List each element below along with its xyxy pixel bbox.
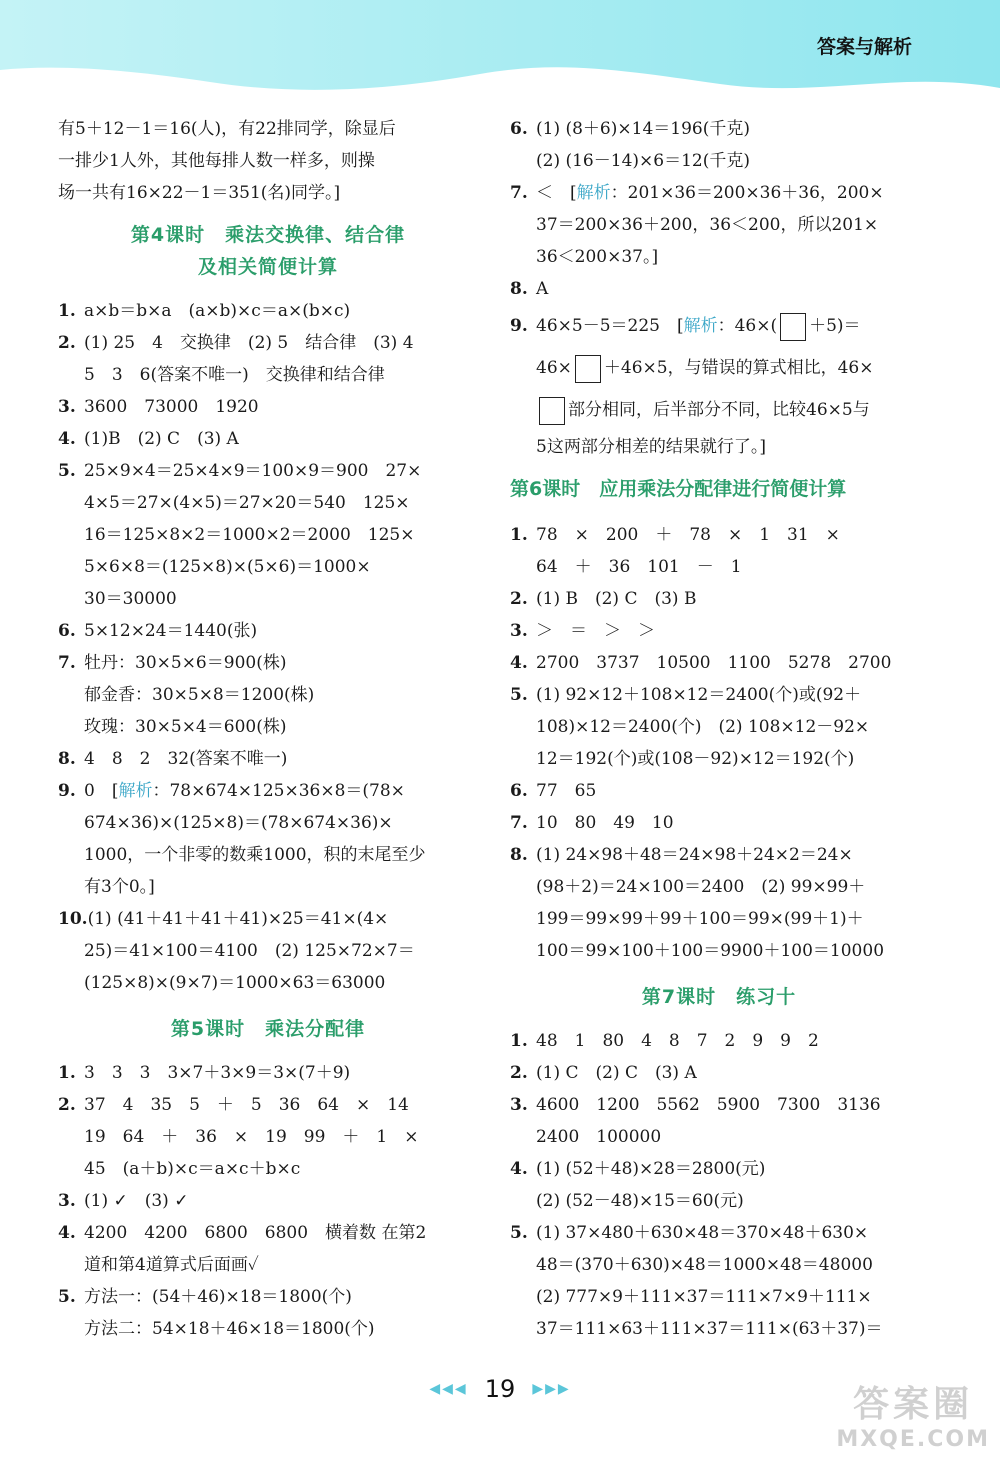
answer-line: 玫瑰：30×5×4＝600(株) xyxy=(84,717,287,737)
blank-box xyxy=(539,397,565,425)
answer-line: 5 3 6(答案不唯一) 交换律和结合律 xyxy=(84,365,385,385)
answer-line xyxy=(58,775,478,807)
answer-text: 2700 3737 10500 1100 5278 2700 xyxy=(536,653,892,673)
question-number: 3. xyxy=(58,397,76,417)
answer-text: 部分相同，后半部分不同，比较46×5与 xyxy=(568,400,870,420)
answer-text: 10 80 49 10 xyxy=(536,813,674,833)
answer-line xyxy=(58,327,478,359)
answer-line xyxy=(58,647,478,679)
answer-line: 37＝200×36＋200，36＜200，所以201× xyxy=(536,215,879,235)
answer-line: 郁金香：30×5×8＝1200(株) xyxy=(84,685,315,705)
answer-text: 46× xyxy=(536,358,572,378)
answer-line xyxy=(510,615,928,647)
answer-line xyxy=(510,347,928,389)
question-number: 2. xyxy=(510,589,528,609)
question-number: 5. xyxy=(58,1287,76,1307)
answer-line xyxy=(510,519,928,551)
answer-line xyxy=(510,1089,928,1121)
answer-text: (1) 37×480＋630×48＝370×48＋630× xyxy=(536,1223,869,1243)
answer-line: 108)×12＝2400(个) (2) 108×12－92× xyxy=(536,717,870,737)
answer-line: (125×8)×(9×7)＝1000×63＝63000 xyxy=(84,973,386,993)
analysis-label: 解析 xyxy=(576,183,611,203)
answer-text: 牡丹：30×5×6＝900(株) xyxy=(84,653,287,673)
answer-line xyxy=(510,273,928,305)
answer-line: 4×5＝27×(4×5)＝27×20＝540 125× xyxy=(84,493,410,513)
answer-line: 48＝(370＋630)×48＝1000×48＝48000 xyxy=(536,1255,873,1275)
question-number: 8. xyxy=(510,279,528,299)
answer-line xyxy=(510,389,928,431)
answer-text: ：46×( xyxy=(717,316,778,336)
answer-line xyxy=(58,615,478,647)
answer-line: 16＝125×8×2＝1000×2＝2000 125× xyxy=(84,525,415,545)
question-number: 1. xyxy=(510,1031,528,1051)
question-number: 8. xyxy=(510,845,528,865)
answer-text: (1)B (2) C (3) A xyxy=(84,429,239,449)
left-column xyxy=(58,113,478,1345)
question-number: 9. xyxy=(58,781,76,801)
answer-text: (1) ✓ (3) ✓ xyxy=(84,1191,189,1211)
answer-line: (98＋2)＝24×100＝2400 (2) 99×99＋ xyxy=(536,877,866,897)
question-number: 1. xyxy=(58,1063,76,1083)
answer-text: 77 65 xyxy=(536,781,597,801)
answer-text: A xyxy=(536,279,549,299)
text-line: 一排少1人外，其他每排人数一样多，则操 xyxy=(58,151,375,171)
question-number: 2. xyxy=(58,333,76,353)
answer-text: (1) B (2) C (3) B xyxy=(536,589,697,609)
prev-arrows-icon: ◀◀◀ xyxy=(429,1381,468,1397)
answer-line: 30＝30000 xyxy=(84,589,177,609)
answer-line xyxy=(58,295,478,327)
answer-text: ：201×36＝200×36＋36，200× xyxy=(610,183,884,203)
analysis-label: 解析 xyxy=(683,316,718,336)
watermark-logo xyxy=(836,1376,990,1452)
answer-text: 4 8 2 32(答案不唯一) xyxy=(84,749,288,769)
answer-line: (2) (52－48)×15＝60(元) xyxy=(536,1191,744,1211)
answer-text: (1) 24×98＋48＝24×98＋24×2＝24× xyxy=(536,845,853,865)
answer-text: (1) (8＋6)×14＝196(千克) xyxy=(536,119,750,139)
question-number: 3. xyxy=(510,1095,528,1115)
answer-line xyxy=(510,807,928,839)
answer-line xyxy=(510,177,928,209)
answer-line xyxy=(58,1057,478,1089)
next-arrows-icon: ▶▶▶ xyxy=(532,1381,571,1397)
analysis-label: 解析 xyxy=(118,781,153,801)
question-number: 1. xyxy=(58,301,76,321)
answer-line xyxy=(510,305,928,347)
question-number: 6. xyxy=(510,119,528,139)
answer-text: 48 1 80 4 8 7 2 9 9 2 xyxy=(536,1031,819,1051)
question-number: 5. xyxy=(510,1223,528,1243)
answer-text: a×b＝b×a (a×b)×c＝a×(b×c) xyxy=(84,301,351,321)
answer-line xyxy=(58,423,478,455)
answer-text: (1) 25 4 交换律 (2) 5 结合律 (3) 4 xyxy=(84,333,414,353)
answer-text: 37 4 35 5 ＋ 5 36 64 × 14 xyxy=(84,1095,409,1115)
question-number: 1. xyxy=(510,525,528,545)
answer-line: 道和第4道算式后面画✓ xyxy=(84,1255,259,1275)
text-line: 场一共有16×22－1＝351(名)同学。] xyxy=(58,183,341,203)
question-number: 7. xyxy=(510,813,528,833)
answer-text: 3600 73000 1920 xyxy=(84,397,259,417)
answer-text: 4600 1200 5562 5900 7300 3136 xyxy=(536,1095,881,1115)
question-number: 7. xyxy=(58,653,76,673)
answer-text: ：78×674×125×36×8＝(78× xyxy=(152,781,405,801)
answer-line xyxy=(58,1089,478,1121)
answer-text: 0 [ xyxy=(84,781,119,801)
answer-line: 37＝111×63＋111×37＝111×(63＋37)＝ xyxy=(536,1319,883,1339)
text-line: 有5＋12－1＝16(人)，有22排同学，除显后 xyxy=(58,119,396,139)
answer-line xyxy=(510,1217,928,1249)
answer-line: 12＝192(个)或(108－92)×12＝192(个) xyxy=(536,749,855,769)
section-heading: 第4课时 乘法交换律、结合律 xyxy=(130,224,406,246)
question-number: 6. xyxy=(510,781,528,801)
question-number: 6. xyxy=(58,621,76,641)
answer-line: 2400 100000 xyxy=(536,1127,662,1147)
watermark-url: MXQE.COM xyxy=(836,1427,990,1452)
question-number: 4. xyxy=(510,653,528,673)
header-title: 答案与解析 xyxy=(816,36,912,58)
answer-text: (1) (41＋41＋41＋41)×25＝41×(4× xyxy=(87,909,389,929)
answer-text: 25×9×4＝25×4×9＝100×9＝900 27× xyxy=(84,461,422,481)
question-number: 4. xyxy=(510,1159,528,1179)
blank-box xyxy=(780,313,806,341)
answer-line xyxy=(510,1057,928,1089)
answer-line: 45 (a＋b)×c＝a×c＋b×c xyxy=(84,1159,301,1179)
section-heading: 第6课时 应用乘法分配律进行简便计算 xyxy=(510,478,847,500)
answer-line xyxy=(510,1025,928,1057)
question-number: 7. xyxy=(510,183,528,203)
answer-text: ＜ [ xyxy=(536,183,577,203)
question-number: 2. xyxy=(510,1063,528,1083)
answer-text: 方法一：(54＋46)×18＝1800(个) xyxy=(84,1287,352,1307)
question-number: 4. xyxy=(58,1223,76,1243)
answer-line xyxy=(58,903,478,935)
question-number: 3. xyxy=(510,621,528,641)
answer-line: 5这两部分相差的结果就行了。] xyxy=(536,437,766,457)
answer-line xyxy=(510,1153,928,1185)
answer-line xyxy=(58,743,478,775)
section-heading: 及相关简便计算 xyxy=(197,256,338,278)
answer-line: 36＜200×37。] xyxy=(536,247,659,267)
answer-line xyxy=(510,679,928,711)
answer-line: (2) (16－14)×6＝12(千克) xyxy=(536,151,750,171)
answer-line: 64 ＋ 36 101 － 1 xyxy=(536,557,742,577)
answer-line xyxy=(510,113,928,145)
question-number: 5. xyxy=(510,685,528,705)
answer-line xyxy=(58,455,478,487)
answer-line xyxy=(510,647,928,679)
answer-text: (1) (52＋48)×28＝2800(元) xyxy=(536,1159,766,1179)
answer-line xyxy=(58,391,478,423)
blank-box xyxy=(575,355,601,383)
answer-line: 5×6×8＝(125×8)×(5×6)＝1000× xyxy=(84,557,371,577)
section-heading: 第7课时 练习十 xyxy=(641,986,797,1008)
answer-line: 方法二：54×18＋46×18＝1800(个) xyxy=(84,1319,375,1339)
answer-line xyxy=(510,775,928,807)
answer-line: 674×36)×(125×8)＝(78×674×36)× xyxy=(84,813,393,833)
answer-line: 199＝99×99＋99＋100＝99×(99＋1)＋ xyxy=(536,909,864,929)
answer-line xyxy=(58,1281,478,1313)
question-number: 3. xyxy=(58,1191,76,1211)
answer-text: 46×5－5＝225 [ xyxy=(536,316,684,336)
question-number: 10. xyxy=(58,909,88,929)
answer-text: ＋5)＝ xyxy=(809,316,861,336)
page-number: 19 xyxy=(484,1375,516,1403)
answer-line xyxy=(58,1185,478,1217)
answer-text: (1) 92×12＋108×12＝2400(个)或(92＋ xyxy=(536,685,862,705)
answer-line xyxy=(510,839,928,871)
answer-line: 有3个0。] xyxy=(84,877,155,897)
answer-line: (2) 777×9＋111×37＝111×7×9＋111× xyxy=(536,1287,872,1307)
question-number: 8. xyxy=(58,749,76,769)
section-heading: 第5课时 乘法分配律 xyxy=(170,1018,366,1040)
answer-text: 5×12×24＝1440(张) xyxy=(84,621,258,641)
question-number: 4. xyxy=(58,429,76,449)
answer-text: ＋46×5，与错误的算式相比，46× xyxy=(603,358,874,378)
answer-line: 25)＝41×100＝4100 (2) 125×72×7＝ xyxy=(84,941,415,961)
answer-line xyxy=(58,1217,478,1249)
question-number: 9. xyxy=(510,316,528,336)
question-number: 5. xyxy=(58,461,76,481)
answer-line: 100＝99×100＋100＝9900＋100＝10000 xyxy=(536,941,885,961)
answer-line xyxy=(510,583,928,615)
right-column xyxy=(510,113,928,1345)
question-number: 2. xyxy=(58,1095,76,1115)
answer-line: 19 64 ＋ 36 × 19 99 ＋ 1 × xyxy=(84,1127,419,1147)
answer-text: 78 × 200 ＋ 78 × 1 31 × xyxy=(536,525,840,545)
answer-text: 4200 4200 6800 6800 横着数 在第2 xyxy=(84,1223,427,1243)
watermark-text: 答案圈 xyxy=(853,1384,974,1425)
answer-text: 3 3 3 3×7＋3×9＝3×(7＋9) xyxy=(84,1063,351,1083)
answer-text: (1) C (2) C (3) A xyxy=(536,1063,697,1083)
answer-line: 1000，一个非零的数乘1000，积的末尾至少 xyxy=(84,845,426,865)
answer-text: ＞ ＝ ＞ ＞ xyxy=(536,621,655,641)
